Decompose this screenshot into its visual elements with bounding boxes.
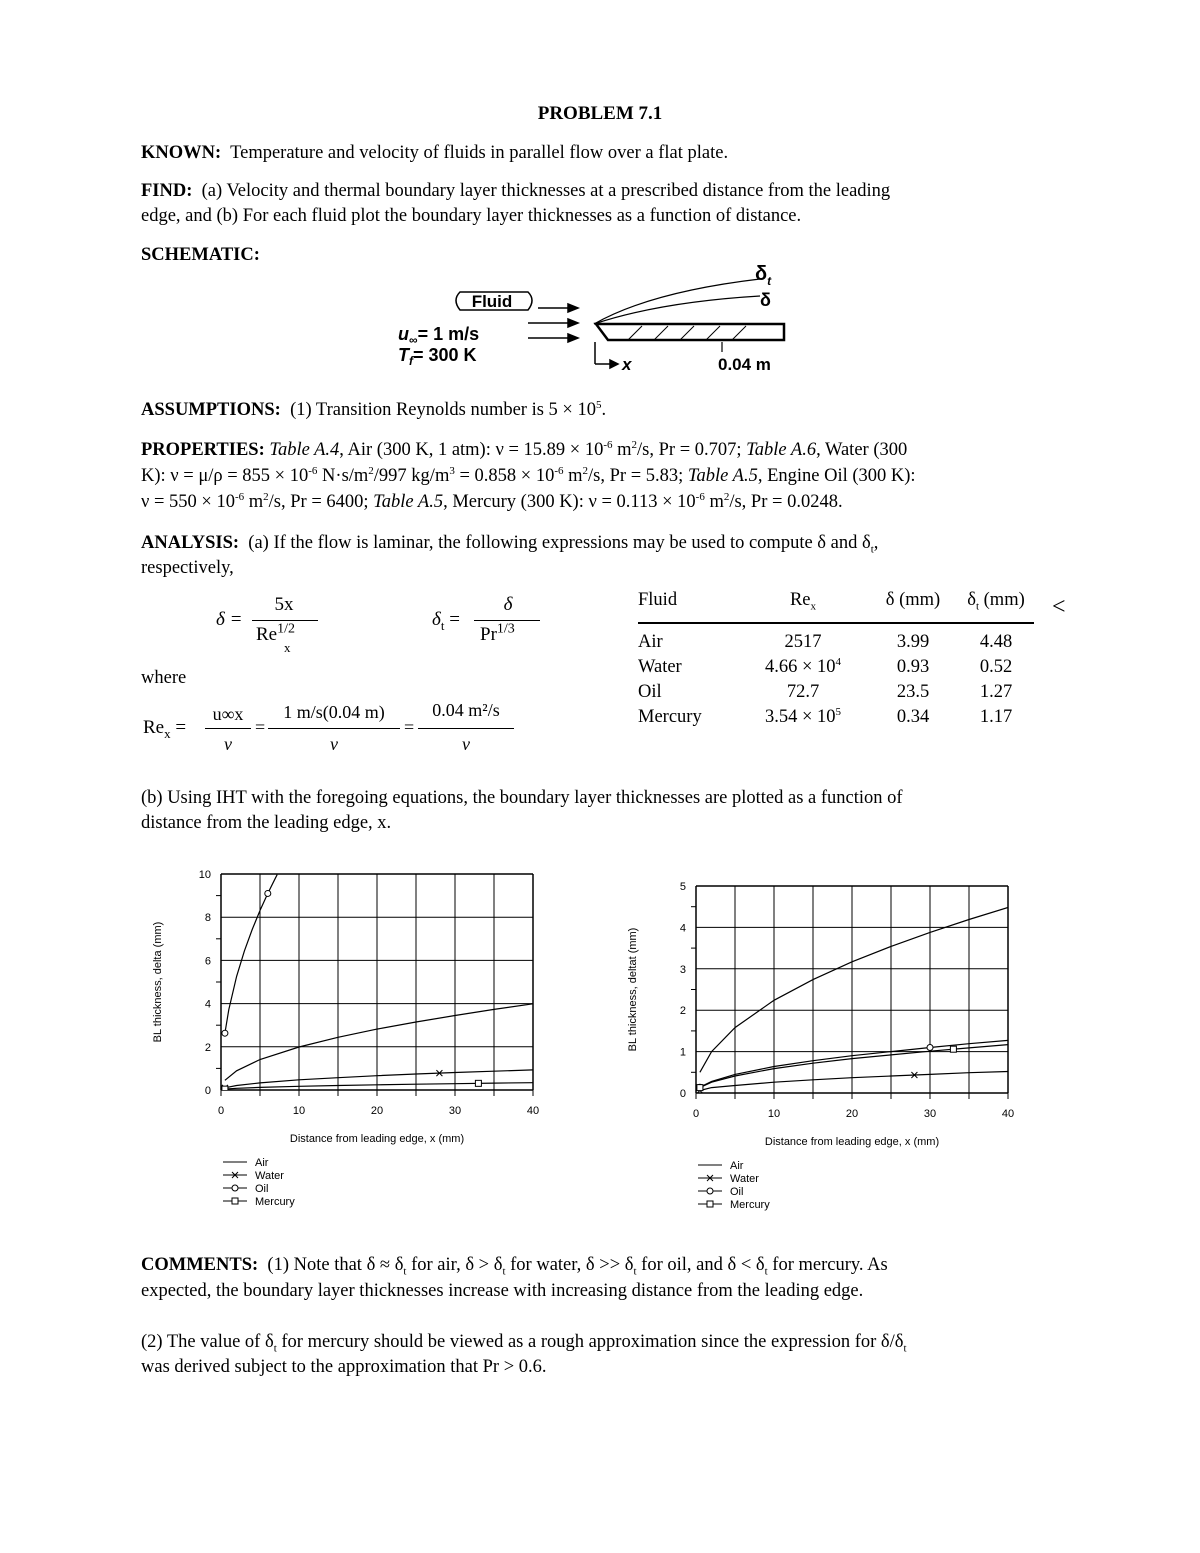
water-props-a: , Water (300 [816,440,908,460]
y-axis-label: BL thickness, deltat (mm) [627,927,639,1052]
mercury-exp1: -6 [695,490,705,503]
table-ref-a6: Table A.6 [746,440,817,460]
assumptions-text: (1) Transition Reynolds number is 5 × 10 [290,400,596,420]
results-table [638,590,1034,730]
results-header-row [638,590,1034,623]
find-line2: edge, and (b) For each fluid plot the boundary layer thicknesses as a function of distance. [141,206,802,226]
legend-label: Mercury [730,1199,770,1211]
air-pr: /s, Pr = 0.707; [637,440,747,460]
y-tick-label: 8 [204,912,211,925]
properties-line2 [141,464,916,488]
part-b-line2: distance from the leading edge, x. [141,813,392,833]
table-row: Air 2517 3.99 4.48 [638,632,1013,652]
water-props-b: K): ν = μ/ρ = 855 × 10 [141,466,309,486]
marker-square [697,1085,703,1091]
answer-marker: < [1052,594,1066,620]
eq3-den3: ν [462,734,470,754]
assumptions-section [141,398,606,422]
analysis-label: ANALYSIS: [141,533,240,553]
series-line-oil [225,875,277,1034]
water-exp3: 3 [449,464,455,477]
legend-label: Oil [730,1186,744,1198]
marker-square [475,1080,481,1086]
series-line-oil [700,1040,1008,1087]
analysis-sub: t [870,543,874,556]
analysis-text1: (a) If the flow is laminar, the following expressions may be used to compute δ and δ [248,533,871,553]
table-ref-a5: Table A.5 [687,466,758,486]
properties-line1 [141,438,907,462]
eq2-lhs: $\delta_t$ = [432,609,460,633]
mercury-props-c: /s, Pr = 0.0248. [729,492,843,512]
eq1-denominator: $Re^{1/2}$ [256,621,295,645]
header-delta-t: $\delta_t$ (mm) [967,590,1025,613]
mercury-props-a: , Mercury (300 K): ν = 0.113 × 10 [443,492,696,512]
x-tick-label: 30 [923,1108,937,1120]
legend-label: Water [730,1173,759,1185]
series-line-air [225,1004,533,1081]
water-props-c: N·s/m [317,466,369,486]
x-label: x [622,355,632,374]
water-exp1: -6 [308,464,318,477]
known-section [141,141,728,165]
water-props-g: /s, Pr = 5.83; [588,466,688,486]
legend-marker-square [232,1198,238,1204]
oil-props-b: ν = 550 × 10 [141,492,235,512]
marker-square [950,1046,956,1052]
eq3-eq3: = [404,717,415,737]
y-tick-label: 3 [679,963,686,976]
y-tick-label: 0 [679,1088,686,1100]
properties-line3 [141,490,843,514]
analysis-end: , [873,533,879,553]
oil-props-d: /s, Pr = 6400; [268,492,374,512]
assumptions-exp: 5 [596,398,602,411]
eq3-num1: u∞x [212,704,244,724]
page-title: PROBLEM 7.1 [537,103,663,124]
marker-diamond [927,1044,933,1050]
legend-label: Air [255,1157,269,1169]
series-air [225,1004,533,1081]
find-label: FIND: [141,181,193,201]
x-tick-label: 10 [292,1105,306,1117]
x-axis-label: Distance from leading edge, x (mm) [289,1133,465,1145]
chart-delta-t [615,872,1035,1224]
header-re: $Re_x$ [789,590,817,613]
length-label: 0.04 m [718,355,771,374]
schematic-label: SCHEMATIC: [141,245,260,265]
x-axis-label: Distance from leading edge, x (mm) [764,1136,940,1148]
legend-label: Mercury [255,1196,295,1208]
eq2-numerator: δ [503,594,513,615]
y-tick-label: 1 [679,1046,686,1059]
x-tick-label: 40 [1001,1108,1015,1120]
flat-plate [596,324,784,340]
properties-label: PROPERTIES: [141,440,265,460]
marker-square [222,1086,228,1092]
legend-marker-square [707,1201,713,1207]
chart-delta [140,862,560,1224]
water-exp5: 2 [582,464,589,477]
water-props-e: = 0.858 × 10 [454,466,555,486]
marker-diamond [265,890,271,896]
table-row: Water $4.66 \times 10^4$ 0.93 0.52 [638,655,1013,677]
legend-marker-diamond [232,1185,238,1191]
series-line-mercury [700,1045,1008,1088]
comments-line1: COMMENTS: (1) Note that $\delta \approx \delta_t$ for air, $\delta > \delta_t$ for water, $\delta >> \delta_t$ for oil, and $\delta < \delta_t$ for mercury. As [141,1255,888,1278]
oil-props-a: , Engine Oil (300 K): [757,466,916,486]
y-tick-label: 10 [198,869,211,881]
x-tick-label: 20 [370,1105,384,1117]
comments-label: COMMENTS: [141,1255,259,1275]
x-tick-label: 20 [845,1108,859,1120]
x-axis-arrow [595,342,618,368]
delta-label: δ [760,290,771,310]
table-row: Mercury $3.54 \times 10^5$ 0.34 1.17 [638,705,1013,727]
marker-diamond [222,1030,228,1036]
oil-exp2: 2 [263,490,269,503]
x-tick-label: 0 [217,1105,225,1117]
series-line-mercury [225,1083,533,1089]
eq3-bar3 [418,728,514,729]
known-label: KNOWN: [141,143,222,163]
series-oil [222,875,277,1037]
comments-line2: expected, the boundary layer thicknesses increase with increasing distance from the leading edge. [141,1281,864,1301]
table-row: Oil 72.7 23.5 1.27 [638,682,1013,702]
oil-props-c: m [244,492,264,512]
flow-arrows [528,304,578,342]
header-fluid: Fluid [638,590,678,610]
eq1-lhs: δ = [216,609,243,630]
analysis-line2: respectively, [141,558,234,578]
series-air [700,908,1008,1073]
x-tick-label: 30 [448,1105,462,1117]
thermal-layer-curve [594,279,760,324]
analysis-line1 [141,531,878,555]
oil-exp1: -6 [234,490,245,503]
water-props-f: m [563,466,583,486]
assumptions-label: ASSUMPTIONS: [141,400,281,420]
velocity-layer-curve [594,296,760,324]
y-tick-label: 6 [204,955,211,968]
fluid-label: Fluid [471,292,513,311]
series-line-air [700,908,1008,1073]
table-ref-a4: Table A.4 [269,440,340,460]
air-unit-exp: 2 [631,438,638,451]
delta-t-label: $\delta_t$ [755,263,772,288]
part-b-line1: (b) Using IHT with the foregoing equations, the boundary layer thicknesses are plotted as a function of [141,788,903,808]
x-tick-label: 0 [692,1108,700,1120]
legend-label: Oil [255,1183,269,1195]
table-ref-a5b: Table A.5 [373,492,444,512]
legend-label: Water [255,1170,284,1182]
eq1-den-sub: x [284,640,291,655]
eq3-lhs: $Re_x$ = [143,717,187,741]
eq3-den2: ν [330,734,338,754]
y-axis-label: BL thickness, delta (mm) [152,921,164,1043]
schematic-svg [390,262,810,380]
water-exp4: -6 [554,464,564,477]
y-tick-label: 0 [204,1085,211,1097]
air-unit: m [612,440,632,460]
y-tick-label: 5 [679,881,686,893]
known-text: Temperature and velocity of fluids in parallel flow over a flat plate. [230,143,729,163]
comments-line4: was derived subject to the approximation that Pr > 0.6. [141,1357,547,1377]
legend-label: Air [730,1160,744,1172]
comments-line3: (2) The value of $\delta_t$ for mercury should be viewed as a rough approximation since the expression for $\delta/\delta_t$ [141,1332,907,1355]
eq3-eq2: = [255,717,266,737]
water-exp2: 2 [368,464,374,477]
find-section [141,179,890,203]
where-text: where [141,668,187,688]
air-exp: -6 [603,438,613,451]
header-delta: δ (mm) [885,590,941,610]
water-props-d: /997 kg/m [373,466,450,486]
velocity-label: $u_\infty= 1$ m/s [398,324,480,347]
x-tick-label: 10 [767,1108,781,1120]
eq3-num3: 0.04 m²/s [432,700,500,720]
y-tick-label: 2 [679,1005,686,1018]
eq3-den1: ν [224,734,232,754]
eq1-numerator: 5x [274,594,294,615]
eq3-num2: 1 m/s(0.04 m) [283,702,385,722]
find-line1: (a) Velocity and thermal boundary layer thicknesses at a prescribed distance from the leading [201,181,891,201]
y-tick-label: 4 [679,922,686,935]
assumptions-end: . [601,400,607,420]
eq3-bar1 [205,728,251,729]
schematic-diagram [390,262,810,380]
x-tick-label: 40 [526,1105,540,1117]
temperature-label: $T_f= 300$ K [398,345,477,368]
air-props: , Air (300 K, 1 atm): ν = 15.89 × 10 [339,440,604,460]
legend-marker-diamond [707,1188,713,1194]
y-tick-label: 4 [204,998,211,1011]
eq2-denominator: $Pr^{1/3}$ [480,621,515,645]
eq3-bar2 [268,728,400,729]
y-tick-label: 2 [204,1041,211,1054]
mercury-exp2: 2 [723,490,730,503]
mercury-props-b: m [704,492,724,512]
